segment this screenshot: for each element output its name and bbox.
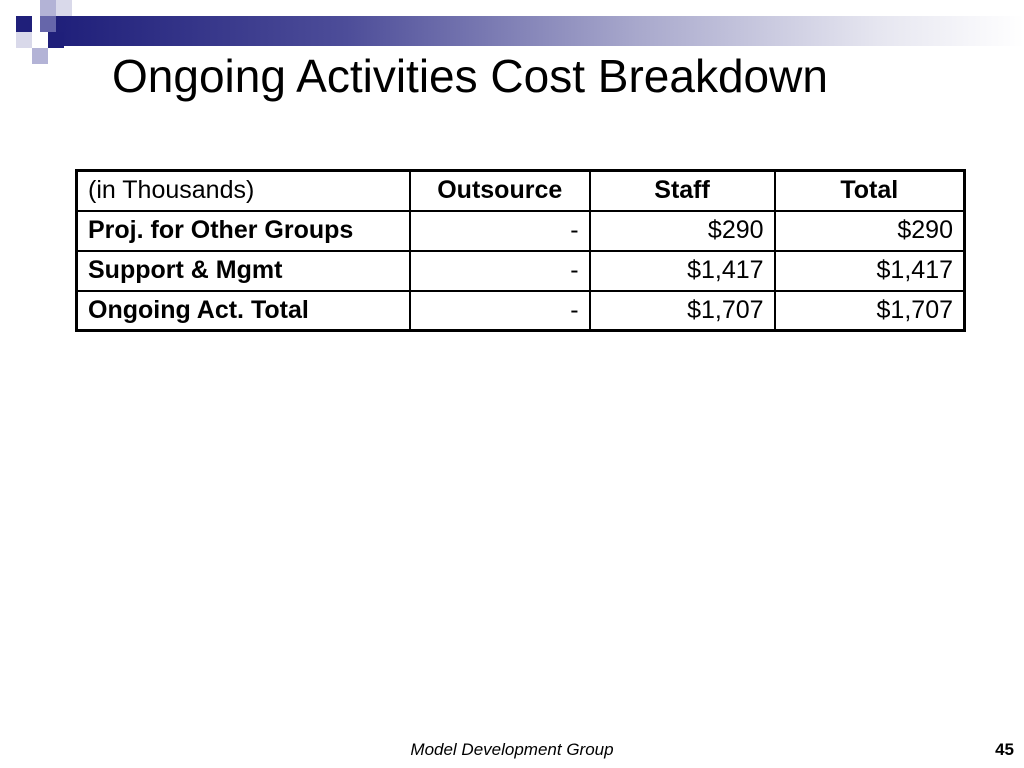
decor-square (40, 16, 56, 32)
row-label: Support & Mgmt (77, 251, 410, 291)
cost-breakdown-table (75, 169, 966, 332)
slide-title: Ongoing Activities Cost Breakdown (112, 50, 828, 102)
row-label: Proj. for Other Groups (77, 211, 410, 251)
footer-text: Model Development Group (410, 740, 614, 759)
staff-cell: $290 (590, 211, 775, 251)
staff-cell: $1,417 (590, 251, 775, 291)
row-label: Ongoing Act. Total (77, 291, 410, 331)
total-cell: $1,707 (775, 291, 965, 331)
header-outsource: Outsource (410, 171, 590, 211)
outsource-cell: - (410, 251, 590, 291)
staff-cell: $1,707 (590, 291, 775, 331)
outsource-cell: - (410, 211, 590, 251)
header-units: (in Thousands) (77, 171, 410, 211)
header-total: Total (775, 171, 965, 211)
decor-square (32, 48, 48, 64)
decor-square (56, 0, 72, 16)
header-staff: Staff (590, 171, 775, 211)
table-row (77, 251, 965, 291)
header-gradient-bar (56, 16, 1024, 46)
total-cell: $290 (775, 211, 965, 251)
table-row (77, 211, 965, 251)
outsource-cell: - (410, 291, 590, 331)
decor-square (16, 16, 32, 32)
decor-square (48, 32, 64, 48)
total-cell: $1,417 (775, 251, 965, 291)
table-row (77, 291, 965, 331)
decor-square (40, 0, 56, 16)
table-header-row (77, 171, 965, 211)
decor-square (16, 32, 32, 48)
page-number: 45 (995, 740, 1014, 759)
